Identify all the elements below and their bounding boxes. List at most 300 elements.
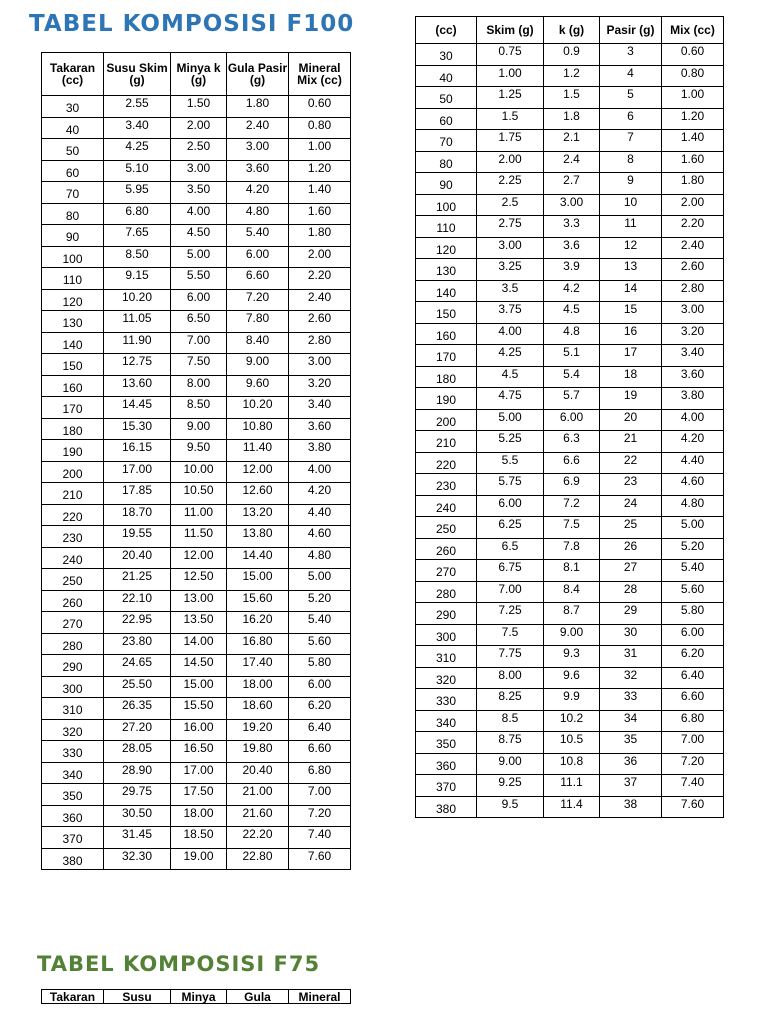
table-cell: 6.40 — [662, 667, 724, 689]
table-cell: 70 — [42, 182, 104, 204]
table-row — [42, 633, 351, 655]
table-cell: 20 — [600, 409, 662, 431]
table-cell: 7.00 — [171, 332, 227, 354]
table-cell: 280 — [42, 633, 104, 655]
table-cell: 10.5 — [544, 732, 600, 754]
table-cell: 13.80 — [227, 526, 289, 548]
col-header-cc: (cc) — [416, 17, 477, 44]
table-cell: 5.25 — [477, 431, 544, 453]
table-cell: 3.00 — [171, 160, 227, 182]
f100-table — [41, 52, 351, 870]
table-cell: 5.00 — [171, 246, 227, 268]
table-cell: 30 — [600, 624, 662, 646]
table-cell: 25 — [600, 517, 662, 539]
table-row — [42, 784, 351, 806]
table-cell: 4.25 — [104, 139, 171, 161]
table-row — [42, 418, 351, 440]
table-row — [416, 474, 724, 496]
table-cell: 0.60 — [289, 96, 351, 118]
table-cell: 18.60 — [227, 698, 289, 720]
table-cell: 3.00 — [662, 302, 724, 324]
table-cell: 300 — [416, 624, 477, 646]
col-header-pasir: Pasir (g) — [600, 17, 662, 44]
table-cell: 320 — [42, 719, 104, 741]
table-cell: 12 — [600, 237, 662, 259]
table-cell: 0.80 — [662, 65, 724, 87]
table-cell: 2.5 — [477, 194, 544, 216]
table-row — [416, 366, 724, 388]
table-cell: 6.00 — [227, 246, 289, 268]
table-cell: 2.80 — [662, 280, 724, 302]
table-row — [416, 775, 724, 797]
table-row — [42, 117, 351, 139]
table-cell: 340 — [416, 710, 477, 732]
table-cell: 9.00 — [544, 624, 600, 646]
table-header-row — [416, 17, 724, 44]
table-cell: 4.40 — [662, 452, 724, 474]
table-cell: 6.00 — [544, 409, 600, 431]
table-cell: 10.2 — [544, 710, 600, 732]
table-cell: 260 — [416, 538, 477, 560]
table-row — [416, 581, 724, 603]
table-cell: 12.50 — [171, 569, 227, 591]
table-cell: 21.00 — [227, 784, 289, 806]
table-cell: 19.00 — [171, 848, 227, 870]
table-cell: 9.6 — [544, 667, 600, 689]
table-cell: 380 — [42, 848, 104, 870]
table-cell: 320 — [416, 667, 477, 689]
table-cell: 9.3 — [544, 646, 600, 668]
col-header-minyak: Minya k (g) — [171, 53, 227, 96]
table-cell: 5.60 — [289, 633, 351, 655]
table-cell: 11.40 — [227, 440, 289, 462]
table-cell: 370 — [42, 827, 104, 849]
table-cell: 7.20 — [289, 805, 351, 827]
table-cell: 2.50 — [171, 139, 227, 161]
col-header-minya: Minya — [171, 990, 227, 1004]
table-cell: 240 — [416, 495, 477, 517]
table-cell: 2.00 — [662, 194, 724, 216]
table-row — [42, 526, 351, 548]
table-row — [416, 624, 724, 646]
table-cell: 7.20 — [227, 289, 289, 311]
table-row — [42, 698, 351, 720]
table-cell: 22.20 — [227, 827, 289, 849]
table-cell: 1.20 — [662, 108, 724, 130]
table-cell: 1.80 — [662, 173, 724, 195]
table-cell: 6.3 — [544, 431, 600, 453]
table-cell: 19 — [600, 388, 662, 410]
table-cell: 33 — [600, 689, 662, 711]
table-cell: 1.60 — [662, 151, 724, 173]
table-row — [42, 848, 351, 870]
table-row — [42, 741, 351, 763]
table-cell: 8.5 — [477, 710, 544, 732]
table-cell: 7.00 — [289, 784, 351, 806]
table-cell: 2.00 — [477, 151, 544, 173]
table-cell: 8.4 — [544, 581, 600, 603]
col-header-susu-skim: Susu Skim (g) — [104, 53, 171, 96]
table-cell: 7.5 — [477, 624, 544, 646]
table-cell: 22 — [600, 452, 662, 474]
table-cell: 8.50 — [171, 397, 227, 419]
table-cell: 90 — [416, 173, 477, 195]
table-cell: 240 — [42, 547, 104, 569]
table-cell: 1.80 — [289, 225, 351, 247]
table-cell: 4.80 — [227, 203, 289, 225]
table-row — [42, 246, 351, 268]
col-header-gula-pasir: Gula Pasir (g) — [227, 53, 289, 96]
table-cell: 3.25 — [477, 259, 544, 281]
table-cell: 14.40 — [227, 547, 289, 569]
table-cell: 80 — [416, 151, 477, 173]
table-row — [42, 655, 351, 677]
table-cell: 330 — [42, 741, 104, 763]
table-cell: 20.40 — [227, 762, 289, 784]
table-cell: 3.5 — [477, 280, 544, 302]
table-cell: 16.00 — [171, 719, 227, 741]
table-cell: 5.20 — [662, 538, 724, 560]
table-cell: 17.00 — [171, 762, 227, 784]
table-row — [42, 504, 351, 526]
table-cell: 8.7 — [544, 603, 600, 625]
table-cell: 18.00 — [227, 676, 289, 698]
table-cell: 17.85 — [104, 483, 171, 505]
table-cell: 350 — [42, 784, 104, 806]
table-cell: 350 — [416, 732, 477, 754]
table-cell: 9.60 — [227, 375, 289, 397]
table-cell: 5.5 — [477, 452, 544, 474]
table-cell: 2.7 — [544, 173, 600, 195]
col-header-gula: Gula — [227, 990, 289, 1004]
table-cell: 5.60 — [662, 581, 724, 603]
table-cell: 32.30 — [104, 848, 171, 870]
table-cell: 5.40 — [662, 560, 724, 582]
table-cell: 290 — [416, 603, 477, 625]
table-row — [42, 289, 351, 311]
table-cell: 6.00 — [171, 289, 227, 311]
table-cell: 13.50 — [171, 612, 227, 634]
table-cell: 10.20 — [104, 289, 171, 311]
table-cell: 5.50 — [171, 268, 227, 290]
table-row — [42, 676, 351, 698]
table-cell: 10 — [600, 194, 662, 216]
table-cell: 7.20 — [662, 753, 724, 775]
table-cell: 6.25 — [477, 517, 544, 539]
table-cell: 22.10 — [104, 590, 171, 612]
col-header-k: k (g) — [544, 17, 600, 44]
table-cell: 6.9 — [544, 474, 600, 496]
table-cell: 11.1 — [544, 775, 600, 797]
table-cell: 2.25 — [477, 173, 544, 195]
table-cell: 6.6 — [544, 452, 600, 474]
table-cell: 1.20 — [289, 160, 351, 182]
table-cell: 40 — [42, 117, 104, 139]
table-cell: 9.9 — [544, 689, 600, 711]
table-cell: 21 — [600, 431, 662, 453]
table-row — [416, 452, 724, 474]
table-cell: 32 — [600, 667, 662, 689]
table-cell: 3.40 — [289, 397, 351, 419]
table-cell: 1.50 — [171, 96, 227, 118]
table-row — [42, 569, 351, 591]
table-cell: 29.75 — [104, 784, 171, 806]
table-cell: 18.00 — [171, 805, 227, 827]
table-cell: 24.65 — [104, 655, 171, 677]
table-cell: 7.5 — [544, 517, 600, 539]
table-cell: 10.00 — [171, 461, 227, 483]
table-cell: 21.60 — [227, 805, 289, 827]
table-cell: 9 — [600, 173, 662, 195]
table-cell: 4.20 — [289, 483, 351, 505]
table-cell: 2.60 — [662, 259, 724, 281]
table-cell: 190 — [42, 440, 104, 462]
table-cell: 2.00 — [289, 246, 351, 268]
table-cell: 14.00 — [171, 633, 227, 655]
table-cell: 15.00 — [171, 676, 227, 698]
table-cell: 8.50 — [104, 246, 171, 268]
table-cell: 4.80 — [662, 495, 724, 517]
f75-table — [41, 989, 351, 1004]
table-row — [416, 796, 724, 818]
table-cell: 4.00 — [662, 409, 724, 431]
table-cell: 210 — [42, 483, 104, 505]
table-cell: 6.80 — [289, 762, 351, 784]
table-cell: 4.00 — [477, 323, 544, 345]
table-cell: 2.20 — [289, 268, 351, 290]
table-cell: 380 — [416, 796, 477, 818]
table-cell: 6.60 — [289, 741, 351, 763]
table-cell: 11.90 — [104, 332, 171, 354]
table-cell: 5 — [600, 87, 662, 109]
table-cell: 1.8 — [544, 108, 600, 130]
table-row — [42, 375, 351, 397]
table-cell: 27 — [600, 560, 662, 582]
table-cell: 3.9 — [544, 259, 600, 281]
table-cell: 16.80 — [227, 633, 289, 655]
table-cell: 17.40 — [227, 655, 289, 677]
table-cell: 6.60 — [662, 689, 724, 711]
table-cell: 3.20 — [289, 375, 351, 397]
table-row — [42, 96, 351, 118]
table-cell: 7.8 — [544, 538, 600, 560]
table-cell: 5.80 — [289, 655, 351, 677]
table-cell: 8.25 — [477, 689, 544, 711]
table-cell: 30.50 — [104, 805, 171, 827]
table-cell: 15.30 — [104, 418, 171, 440]
table-cell: 5.75 — [477, 474, 544, 496]
table-cell: 3.00 — [544, 194, 600, 216]
table-row — [416, 216, 724, 238]
table-cell: 5.95 — [104, 182, 171, 204]
table-cell: 2.40 — [289, 289, 351, 311]
table-cell: 2.55 — [104, 96, 171, 118]
table-cell: 1.00 — [477, 65, 544, 87]
table-cell: 9.5 — [477, 796, 544, 818]
table-cell: 6.80 — [662, 710, 724, 732]
table-row — [416, 302, 724, 324]
table-cell: 9.00 — [227, 354, 289, 376]
table-cell: 50 — [42, 139, 104, 161]
table-row — [416, 689, 724, 711]
table-cell: 11.50 — [171, 526, 227, 548]
table-cell: 140 — [42, 332, 104, 354]
table-row — [42, 332, 351, 354]
f100-title: TABEL KOMPOSISI F100 — [29, 11, 355, 37]
table-cell: 26.35 — [104, 698, 171, 720]
table-row — [416, 173, 724, 195]
table-cell: 2.75 — [477, 216, 544, 238]
table-cell: 6.75 — [477, 560, 544, 582]
table-cell: 12.60 — [227, 483, 289, 505]
table-cell: 250 — [42, 569, 104, 591]
table-cell: 24 — [600, 495, 662, 517]
table-cell: 60 — [416, 108, 477, 130]
table-row — [416, 753, 724, 775]
table-cell: 19.55 — [104, 526, 171, 548]
table-cell: 7.60 — [289, 848, 351, 870]
table-cell: 12.75 — [104, 354, 171, 376]
table-cell: 10.20 — [227, 397, 289, 419]
table-cell: 1.00 — [289, 139, 351, 161]
table-cell: 0.60 — [662, 44, 724, 66]
table-cell: 0.80 — [289, 117, 351, 139]
table-cell: 7.40 — [662, 775, 724, 797]
table-cell: 27.20 — [104, 719, 171, 741]
table-cell: 110 — [416, 216, 477, 238]
table-cell: 200 — [42, 461, 104, 483]
table-row — [42, 547, 351, 569]
table-cell: 1.5 — [544, 87, 600, 109]
table-cell: 250 — [416, 517, 477, 539]
table-cell: 120 — [416, 237, 477, 259]
table-cell: 6.5 — [477, 538, 544, 560]
table-cell: 3.80 — [289, 440, 351, 462]
table-cell: 280 — [416, 581, 477, 603]
table-cell: 360 — [42, 805, 104, 827]
table-cell: 19.80 — [227, 741, 289, 763]
table-cell: 16.20 — [227, 612, 289, 634]
table-row — [416, 495, 724, 517]
table-cell: 310 — [42, 698, 104, 720]
table-cell: 7.75 — [477, 646, 544, 668]
table-cell: 7.40 — [289, 827, 351, 849]
table-cell: 18.50 — [171, 827, 227, 849]
table-cell: 270 — [42, 612, 104, 634]
table-cell: 3.40 — [104, 117, 171, 139]
table-cell: 15 — [600, 302, 662, 324]
table-cell: 3.00 — [227, 139, 289, 161]
table-cell: 4.5 — [477, 366, 544, 388]
table-cell: 4.5 — [544, 302, 600, 324]
table-cell: 3.3 — [544, 216, 600, 238]
table-cell: 1.2 — [544, 65, 600, 87]
table-cell: 3.50 — [171, 182, 227, 204]
table-cell: 1.75 — [477, 130, 544, 152]
table-cell: 260 — [42, 590, 104, 612]
table-cell: 4.00 — [289, 461, 351, 483]
col-header-skim: Skim (g) — [477, 17, 544, 44]
table-cell: 5.00 — [477, 409, 544, 431]
table-cell: 4.75 — [477, 388, 544, 410]
table-cell: 100 — [416, 194, 477, 216]
table-row — [416, 130, 724, 152]
table-cell: 4.80 — [289, 547, 351, 569]
table-cell: 8.40 — [227, 332, 289, 354]
f100-table-body — [42, 96, 351, 870]
table-cell: 3 — [600, 44, 662, 66]
table-cell: 5.10 — [104, 160, 171, 182]
table-cell: 160 — [42, 375, 104, 397]
table-cell: 180 — [416, 366, 477, 388]
table-cell: 3.00 — [477, 237, 544, 259]
table-row — [416, 732, 724, 754]
table-cell: 11.05 — [104, 311, 171, 333]
table-cell: 7.60 — [662, 796, 724, 818]
table-cell: 2.80 — [289, 332, 351, 354]
table-row — [42, 590, 351, 612]
table-cell: 3.80 — [662, 388, 724, 410]
table-cell: 3.60 — [662, 366, 724, 388]
col-header-mix: Mix (cc) — [662, 17, 724, 44]
table-cell: 7.50 — [171, 354, 227, 376]
table-cell: 8.1 — [544, 560, 600, 582]
table-cell: 220 — [42, 504, 104, 526]
table-cell: 7.2 — [544, 495, 600, 517]
table-cell: 4.50 — [171, 225, 227, 247]
table-cell: 15.50 — [171, 698, 227, 720]
table-cell: 100 — [42, 246, 104, 268]
table-cell: 16 — [600, 323, 662, 345]
table-cell: 150 — [416, 302, 477, 324]
table-cell: 4.20 — [662, 431, 724, 453]
table-cell: 1.40 — [662, 130, 724, 152]
table-cell: 3.20 — [662, 323, 724, 345]
table-cell: 9.15 — [104, 268, 171, 290]
table-cell: 210 — [416, 431, 477, 453]
table-cell: 38 — [600, 796, 662, 818]
table-cell: 20.40 — [104, 547, 171, 569]
table-cell: 8.00 — [171, 375, 227, 397]
table-cell: 9.00 — [171, 418, 227, 440]
table-cell: 1.5 — [477, 108, 544, 130]
table-cell: 310 — [416, 646, 477, 668]
table-row — [42, 805, 351, 827]
table-cell: 5.20 — [289, 590, 351, 612]
table-cell: 190 — [416, 388, 477, 410]
table-cell: 2.40 — [227, 117, 289, 139]
table-row — [416, 323, 724, 345]
table-cell: 11.4 — [544, 796, 600, 818]
table-cell: 5.1 — [544, 345, 600, 367]
table-cell: 1.60 — [289, 203, 351, 225]
table-row — [416, 237, 724, 259]
table-header-row — [42, 990, 351, 1004]
table-cell: 170 — [416, 345, 477, 367]
table-cell: 150 — [42, 354, 104, 376]
table-cell: 3.00 — [289, 354, 351, 376]
table-cell: 17.50 — [171, 784, 227, 806]
table-row — [416, 151, 724, 173]
table-cell: 21.25 — [104, 569, 171, 591]
table-cell: 1.80 — [227, 96, 289, 118]
table-cell: 4.2 — [544, 280, 600, 302]
table-cell: 8.75 — [477, 732, 544, 754]
table-cell: 7.65 — [104, 225, 171, 247]
table-cell: 23.80 — [104, 633, 171, 655]
table-cell: 4.8 — [544, 323, 600, 345]
table-cell: 14.45 — [104, 397, 171, 419]
